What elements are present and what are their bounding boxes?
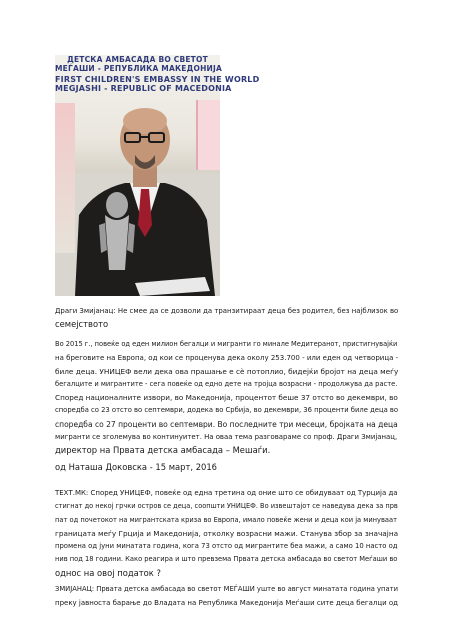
banner-line: FIRST CHILDREN'S EMBASSY IN THE WORLD (55, 75, 260, 84)
photo-caption (55, 305, 407, 332)
article-photo (55, 55, 260, 296)
intro-line: бегалците и мигрантите - сега повеќе од едно дете на тројца возрасни - продолжува да расте. (55, 379, 398, 388)
intro-line: Според националните извори, во Македонија, процентот беше 37 отсто во декември, во (55, 393, 398, 403)
question-line: однос на овој податок ? (55, 567, 161, 578)
intro-line: мигранти се зголемува во континуитет. На оваа тема разговараме со проф. Драги Змијанац, (55, 433, 398, 442)
intro-line: на бреговите на Европа, од кои се проценува дека околу 253.700 - или еден од четворица - (55, 353, 399, 363)
question-line: ТЕХТ.МК: Според УНИЦЕФ, повеќе од една третина од оние што се обидуваат од Турција да (55, 489, 398, 497)
intro-paragraph (55, 338, 407, 458)
banner-line: ДЕТСКА АМБАСАДА ВО СВЕТОТ (67, 55, 208, 64)
question-line: стигнат до некој грчки остров се деца, соопшти УНИЦЕФ. Во извештајот се наведува дека за прв (55, 502, 398, 511)
intro-line: споредба со 23 отсто во септември, додека во Србија, во декември, 36 проценти биле деца во (55, 406, 399, 415)
banner-line: MEGJASHI - REPUBLIC OF MACEDONIA (55, 84, 232, 93)
speaker-figure (55, 55, 260, 296)
intro-line: биле деца. УНИЦЕФ вели дека ова прашање е сè потоплио, бидејќи бројот на деца меѓу (55, 366, 399, 376)
answer-paragraph (55, 583, 407, 610)
answer-line: ЗМИЈАНАЦ: Првата детска амбасада во светот МЕЃАШИ уште во август минатата година упати (55, 585, 398, 593)
question-line: пат од почетокот на мигрантската криза во Европа, имало повеќе жени и деца кои ја минуваат (55, 515, 398, 524)
banner-line: МЕЃАШИ - РЕПУБЛИКА МАКЕДОНИЈА (55, 64, 223, 73)
answer-line: преку јавноста барање до Владата на Република Македонија Меѓаши сите деца бегалци од (55, 598, 399, 608)
byline-text: од Наташа Доковска - 15 март, 2016 (55, 462, 218, 472)
caption-line: Драги Змијанац: Не смее да се дозволи да транзитираат деца без родител, без најблизок во (55, 307, 399, 315)
intro-line: споредба со 27 проценти во септември. Во последните три месеци, бројката на деца (55, 419, 398, 429)
intro-line: директор на Првата детска амбасада – Мешаѓи. (55, 445, 271, 456)
question-line: нив под 18 години. Како реагира и што превзема Првата детска амбасада во светот Меѓаши во (55, 555, 398, 564)
question-paragraph (55, 487, 407, 580)
question-line: промена од јуни минатата година, кога 73 отсто од мигрантите беа мажи, а само 10 насто од (55, 542, 398, 551)
intro-line: Во 2015 г., повеќе од еден милион бегалци и мигранти го минале Медитеранот, пристигнувајќи (55, 340, 398, 348)
caption-line: семејството (55, 319, 109, 330)
question-line: границата меѓу Грција и Македонија, отколку возрасни мажи. Станува збор за значајна (55, 528, 399, 538)
byline (55, 461, 407, 474)
